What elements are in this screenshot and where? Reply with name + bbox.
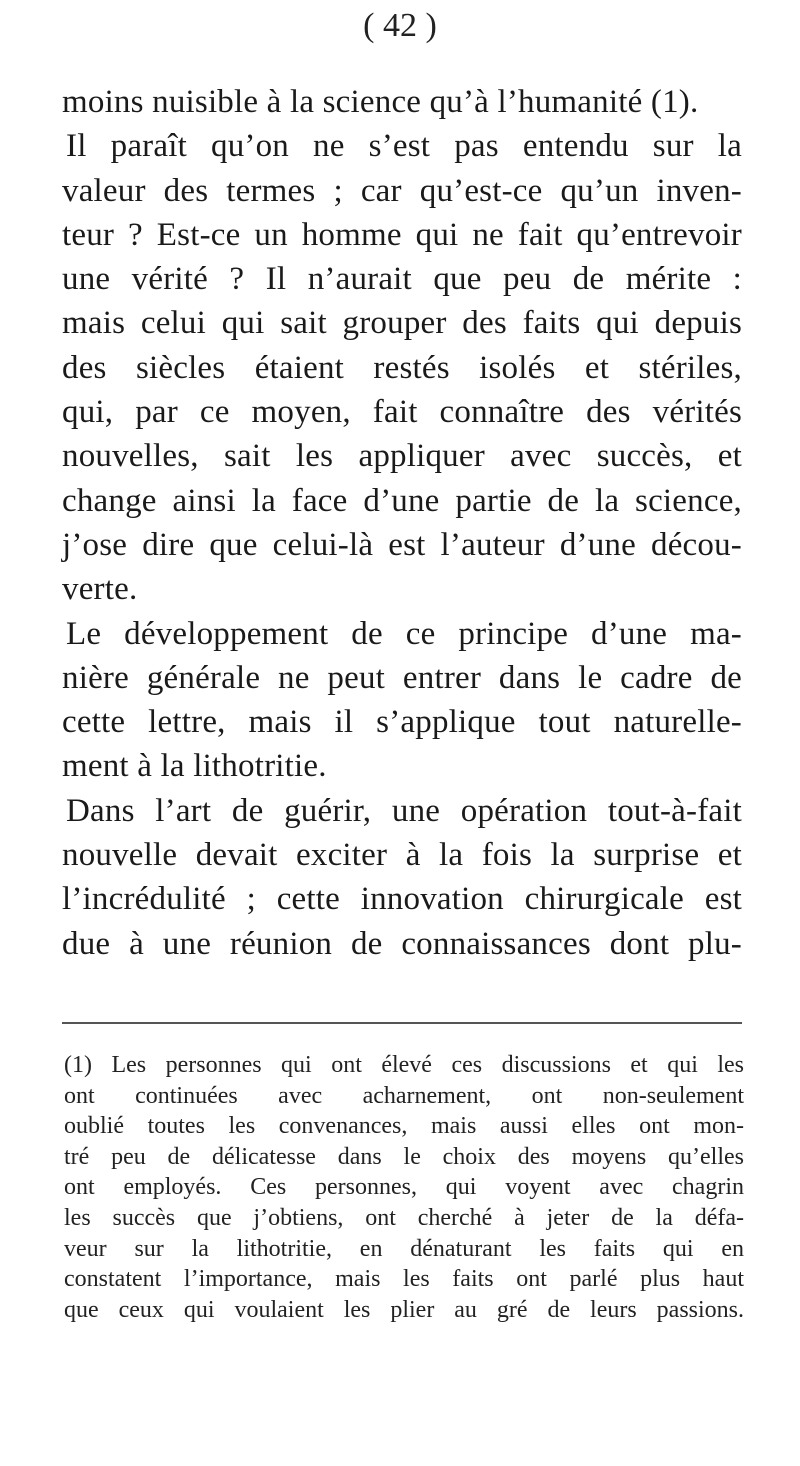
footnote-line: les succès que j’obtiens, ont cherché à jeter de la défa- (64, 1204, 744, 1231)
footnote-line: ont employés. Ces personnes, qui voyent avec chagrin (64, 1174, 744, 1201)
main-text (62, 80, 742, 966)
footnote-line: veur sur la lithotritie, en dénaturant les faits qui en (64, 1235, 744, 1262)
text-line: Dans l’art de guérir, une opération tout-à-fait (66, 792, 742, 829)
text-line: nière générale ne peut entrer dans le cadre de (62, 659, 742, 696)
text-line: teur ? Est-ce un homme qui ne fait qu’entrevoir (62, 216, 742, 253)
text-line: j’ose dire que celui-là est l’auteur d’une décou- (62, 526, 742, 563)
text-line: Il paraît qu’on ne s’est pas entendu sur la (66, 128, 742, 165)
footnote-line: que ceux qui voulaient les plier au gré de leurs passions. (64, 1296, 744, 1323)
text-line: des siècles étaient restés isolés et stériles, (62, 349, 742, 386)
text-line: mais celui qui sait grouper des faits qui depuis (62, 305, 742, 342)
footnote-line: constatent l’importance, mais les faits ont parlé plus haut (64, 1266, 744, 1293)
text-line: moins nuisible à la science qu’à l’humanité (1). (62, 84, 699, 120)
text-line: nouvelle devait exciter à la fois la surprise et (62, 837, 742, 874)
text-line: ment à la lithotritie. (62, 748, 327, 785)
footnote-line: oublié toutes les convenances, mais aussi elles ont mon- (64, 1113, 744, 1140)
text-line: cette lettre, mais il s’applique tout naturelle- (62, 704, 742, 741)
text-line: valeur des termes ; car qu’est-ce qu’un inven- (62, 172, 742, 209)
text-line: l’incrédulité ; cette innovation chirurgicale est (62, 881, 742, 918)
footnote-line: ont continuées avec acharnement, ont non-seulement (64, 1082, 744, 1109)
text-line: qui, par ce moyen, fait connaître des vérités (62, 394, 742, 431)
text-line: une vérité ? Il n’aurait que peu de mérite : (62, 261, 742, 298)
text-line: nouvelles, sait les appliquer avec succès, et (62, 438, 742, 475)
footnote-line: (1) Les personnes qui ont élevé ces discussions et qui les (64, 1052, 744, 1078)
text-line: verte. (62, 571, 138, 608)
footnote (64, 1050, 744, 1325)
text-line: due à une réunion de connaissances dont plu- (62, 925, 742, 962)
text-line: change ainsi la face d’une partie de la science, (62, 482, 742, 519)
footnote-line: tré peu de délicatesse dans le choix des moyens qu’elles (64, 1143, 744, 1170)
page-number: ( 42 ) (363, 7, 437, 44)
footnote-divider (62, 1022, 742, 1024)
text-line: Le développement de ce principe d’une ma- (66, 615, 742, 652)
